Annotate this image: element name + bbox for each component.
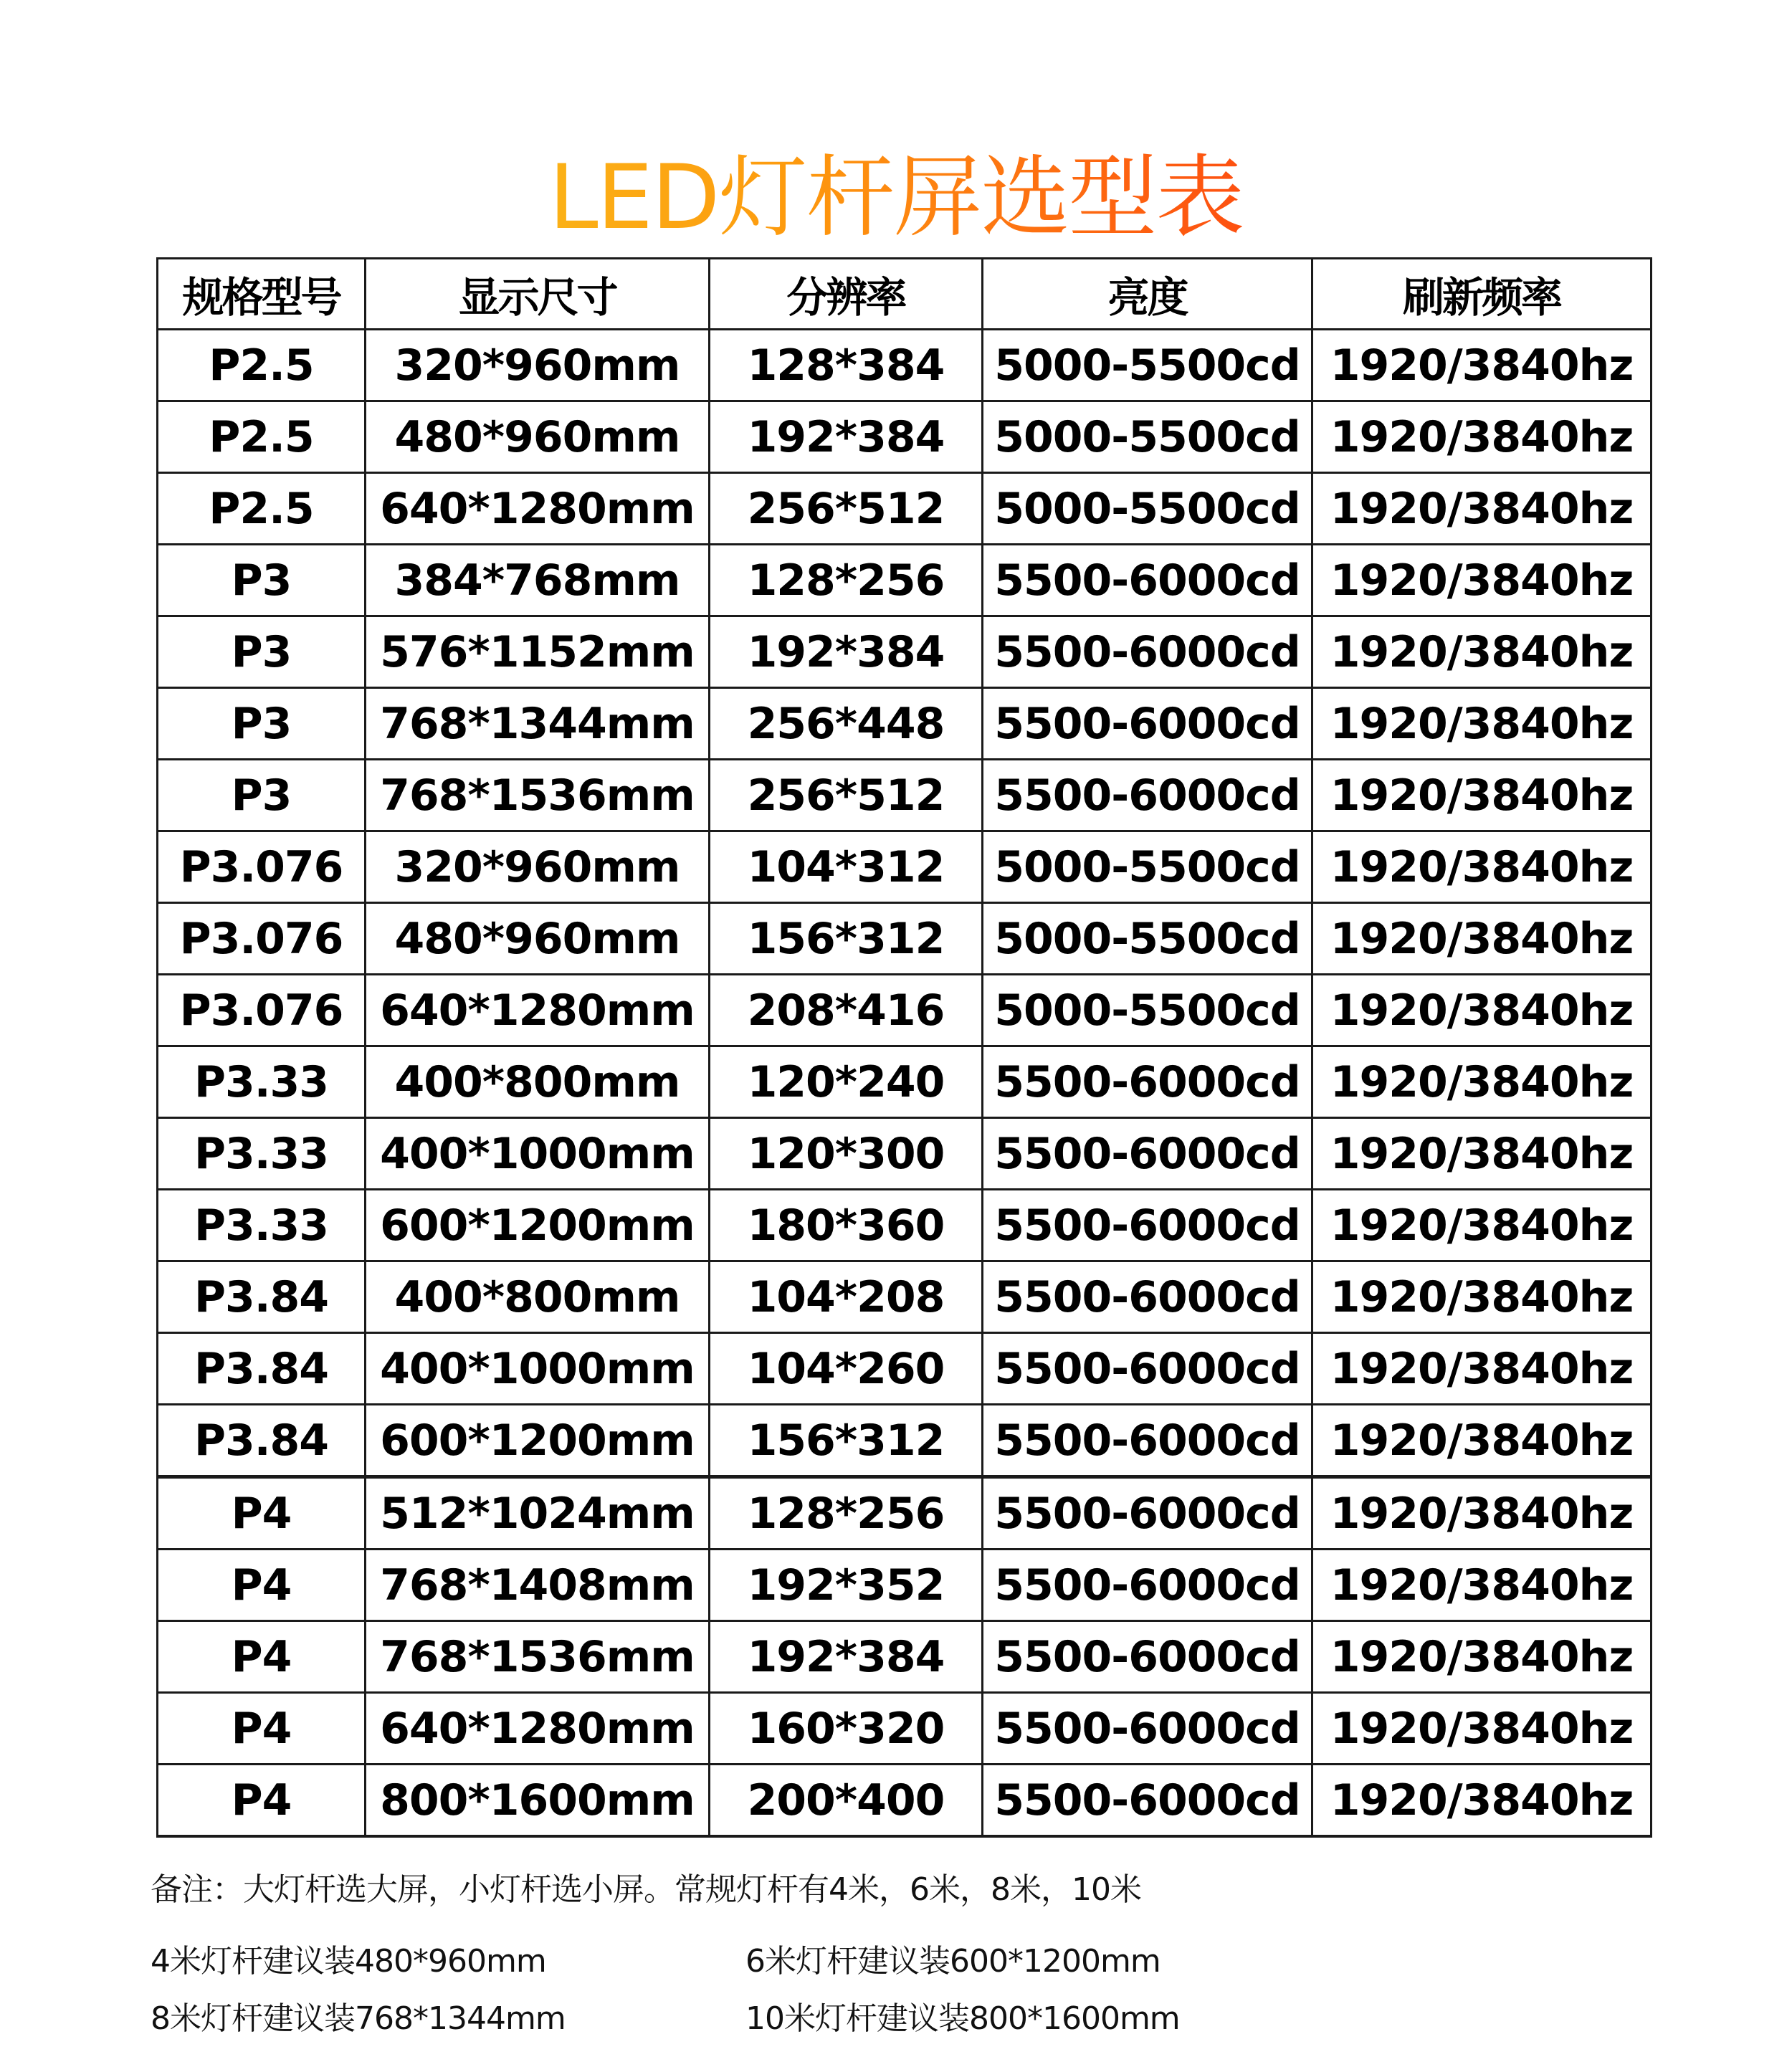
cell-refresh-rate: 1920/3840hz	[1312, 975, 1652, 1046]
cell-refresh-rate: 1920/3840hz	[1312, 1333, 1652, 1405]
cell-model: P4	[158, 1550, 366, 1621]
table-body	[158, 330, 1652, 1837]
cell-brightness: 5000-5500cd	[983, 831, 1312, 903]
cell-resolution: 120*240	[710, 1046, 983, 1118]
table-row	[158, 1333, 1652, 1405]
cell-brightness: 5500-6000cd	[983, 1550, 1312, 1621]
cell-brightness: 5000-5500cd	[983, 330, 1312, 401]
cell-model: P4	[158, 1477, 366, 1550]
cell-display-size: 400*1000mm	[366, 1333, 710, 1405]
cell-model: P3.84	[158, 1261, 366, 1333]
cell-resolution: 156*312	[710, 903, 983, 975]
cell-model: P2.5	[158, 473, 366, 545]
cell-resolution: 180*360	[710, 1190, 983, 1261]
cell-refresh-rate: 1920/3840hz	[1312, 1405, 1652, 1477]
cell-brightness: 5500-6000cd	[983, 1046, 1312, 1118]
cell-refresh-rate: 1920/3840hz	[1312, 545, 1652, 616]
recommendation-4m: 4米灯杆建议装480*960mm	[151, 1943, 546, 1980]
table-row	[158, 1477, 1652, 1550]
cell-resolution: 208*416	[710, 975, 983, 1046]
cell-model: P3.076	[158, 903, 366, 975]
cell-refresh-rate: 1920/3840hz	[1312, 1190, 1652, 1261]
table-header	[158, 259, 1652, 330]
cell-resolution: 104*312	[710, 831, 983, 903]
cell-resolution: 256*448	[710, 688, 983, 760]
cell-resolution: 104*260	[710, 1333, 983, 1405]
cell-resolution: 128*384	[710, 330, 983, 401]
cell-refresh-rate: 1920/3840hz	[1312, 473, 1652, 545]
cell-model: P4	[158, 1765, 366, 1837]
cell-resolution: 256*512	[710, 473, 983, 545]
cell-resolution: 192*384	[710, 1621, 983, 1693]
cell-brightness: 5500-6000cd	[983, 1765, 1312, 1837]
cell-model: P4	[158, 1621, 366, 1693]
cell-refresh-rate: 1920/3840hz	[1312, 760, 1652, 831]
table-row	[158, 330, 1652, 401]
table-row	[158, 1405, 1652, 1477]
cell-resolution: 192*384	[710, 616, 983, 688]
cell-model: P3	[158, 616, 366, 688]
table-row	[158, 1765, 1652, 1837]
cell-brightness: 5000-5500cd	[983, 473, 1312, 545]
cell-refresh-rate: 1920/3840hz	[1312, 1477, 1652, 1550]
cell-display-size: 800*1600mm	[366, 1765, 710, 1837]
cell-brightness: 5500-6000cd	[983, 688, 1312, 760]
cell-display-size: 768*1408mm	[366, 1550, 710, 1621]
cell-display-size: 400*1000mm	[366, 1118, 710, 1190]
cell-refresh-rate: 1920/3840hz	[1312, 831, 1652, 903]
table-row	[158, 1550, 1652, 1621]
cell-display-size: 320*960mm	[366, 831, 710, 903]
remark-text: 备注：大灯杆选大屏，小灯杆选小屏。常规灯杆有4米，6米，8米，10米	[151, 1871, 1141, 1908]
cell-refresh-rate: 1920/3840hz	[1312, 1765, 1652, 1837]
cell-resolution: 200*400	[710, 1765, 983, 1837]
cell-display-size: 480*960mm	[366, 401, 710, 473]
recommendation-10m: 10米灯杆建议装800*1600mm	[745, 2000, 1180, 2037]
cell-model: P3.33	[158, 1190, 366, 1261]
cell-brightness: 5500-6000cd	[983, 1190, 1312, 1261]
cell-model: P4	[158, 1693, 366, 1765]
cell-model: P3	[158, 545, 366, 616]
table-row	[158, 1190, 1652, 1261]
cell-brightness: 5000-5500cd	[983, 401, 1312, 473]
cell-model: P3.076	[158, 975, 366, 1046]
cell-brightness: 5500-6000cd	[983, 1333, 1312, 1405]
table-row	[158, 1693, 1652, 1765]
table-row	[158, 760, 1652, 831]
cell-refresh-rate: 1920/3840hz	[1312, 903, 1652, 975]
cell-model: P3.33	[158, 1046, 366, 1118]
page-title	[0, 144, 1792, 252]
table-row	[158, 831, 1652, 903]
cell-brightness: 5500-6000cd	[983, 545, 1312, 616]
cell-refresh-rate: 1920/3840hz	[1312, 1621, 1652, 1693]
cell-display-size: 640*1280mm	[366, 1693, 710, 1765]
cell-brightness: 5000-5500cd	[983, 975, 1312, 1046]
cell-resolution: 120*300	[710, 1118, 983, 1190]
cell-model: P3.84	[158, 1405, 366, 1477]
cell-resolution: 156*312	[710, 1405, 983, 1477]
cell-brightness: 5500-6000cd	[983, 1118, 1312, 1190]
cell-display-size: 768*1536mm	[366, 760, 710, 831]
cell-display-size: 600*1200mm	[366, 1190, 710, 1261]
cell-display-size: 640*1280mm	[366, 975, 710, 1046]
table-row	[158, 473, 1652, 545]
spec-table	[156, 257, 1652, 1838]
cell-model: P3	[158, 688, 366, 760]
cell-display-size: 320*960mm	[366, 330, 710, 401]
cell-resolution: 128*256	[710, 545, 983, 616]
cell-refresh-rate: 1920/3840hz	[1312, 1261, 1652, 1333]
cell-display-size: 768*1536mm	[366, 1621, 710, 1693]
cell-brightness: 5500-6000cd	[983, 760, 1312, 831]
cell-display-size: 600*1200mm	[366, 1405, 710, 1477]
table-row	[158, 903, 1652, 975]
table-row	[158, 401, 1652, 473]
header-brightness: 亮度	[983, 259, 1312, 330]
cell-model: P2.5	[158, 401, 366, 473]
cell-refresh-rate: 1920/3840hz	[1312, 1118, 1652, 1190]
cell-refresh-rate: 1920/3840hz	[1312, 616, 1652, 688]
table-row	[158, 616, 1652, 688]
header-model: 规格型号	[158, 259, 366, 330]
table-row	[158, 975, 1652, 1046]
cell-refresh-rate: 1920/3840hz	[1312, 1550, 1652, 1621]
table-row	[158, 1046, 1652, 1118]
cell-display-size: 768*1344mm	[366, 688, 710, 760]
cell-display-size: 400*800mm	[366, 1261, 710, 1333]
cell-refresh-rate: 1920/3840hz	[1312, 1046, 1652, 1118]
cell-resolution: 256*512	[710, 760, 983, 831]
cell-display-size: 480*960mm	[366, 903, 710, 975]
cell-model: P3.84	[158, 1333, 366, 1405]
recommendation-8m: 8米灯杆建议装768*1344mm	[151, 2000, 566, 2037]
table-row	[158, 545, 1652, 616]
cell-brightness: 5500-6000cd	[983, 1405, 1312, 1477]
page-title-text: LED灯杆屏选型表	[548, 146, 1244, 250]
cell-display-size: 384*768mm	[366, 545, 710, 616]
cell-display-size: 640*1280mm	[366, 473, 710, 545]
table-row	[158, 1261, 1652, 1333]
cell-resolution: 192*352	[710, 1550, 983, 1621]
cell-refresh-rate: 1920/3840hz	[1312, 688, 1652, 760]
cell-model: P2.5	[158, 330, 366, 401]
table-row	[158, 1118, 1652, 1190]
header-refresh-rate: 刷新频率	[1312, 259, 1652, 330]
cell-resolution: 192*384	[710, 401, 983, 473]
cell-resolution: 128*256	[710, 1477, 983, 1550]
cell-brightness: 5500-6000cd	[983, 616, 1312, 688]
cell-display-size: 576*1152mm	[366, 616, 710, 688]
header-row	[158, 259, 1652, 330]
cell-brightness: 5500-6000cd	[983, 1261, 1312, 1333]
cell-refresh-rate: 1920/3840hz	[1312, 1693, 1652, 1765]
cell-brightness: 5000-5500cd	[983, 903, 1312, 975]
cell-display-size: 400*800mm	[366, 1046, 710, 1118]
cell-brightness: 5500-6000cd	[983, 1693, 1312, 1765]
header-resolution: 分辨率	[710, 259, 983, 330]
cell-refresh-rate: 1920/3840hz	[1312, 401, 1652, 473]
cell-refresh-rate: 1920/3840hz	[1312, 330, 1652, 401]
cell-resolution: 160*320	[710, 1693, 983, 1765]
table-row	[158, 1621, 1652, 1693]
cell-resolution: 104*208	[710, 1261, 983, 1333]
cell-brightness: 5500-6000cd	[983, 1477, 1312, 1550]
header-display-size: 显示尺寸	[366, 259, 710, 330]
cell-model: P3.076	[158, 831, 366, 903]
table-row	[158, 688, 1652, 760]
cell-display-size: 512*1024mm	[366, 1477, 710, 1550]
recommendation-6m: 6米灯杆建议装600*1200mm	[745, 1943, 1160, 1980]
cell-model: P3	[158, 760, 366, 831]
cell-brightness: 5500-6000cd	[983, 1621, 1312, 1693]
cell-model: P3.33	[158, 1118, 366, 1190]
